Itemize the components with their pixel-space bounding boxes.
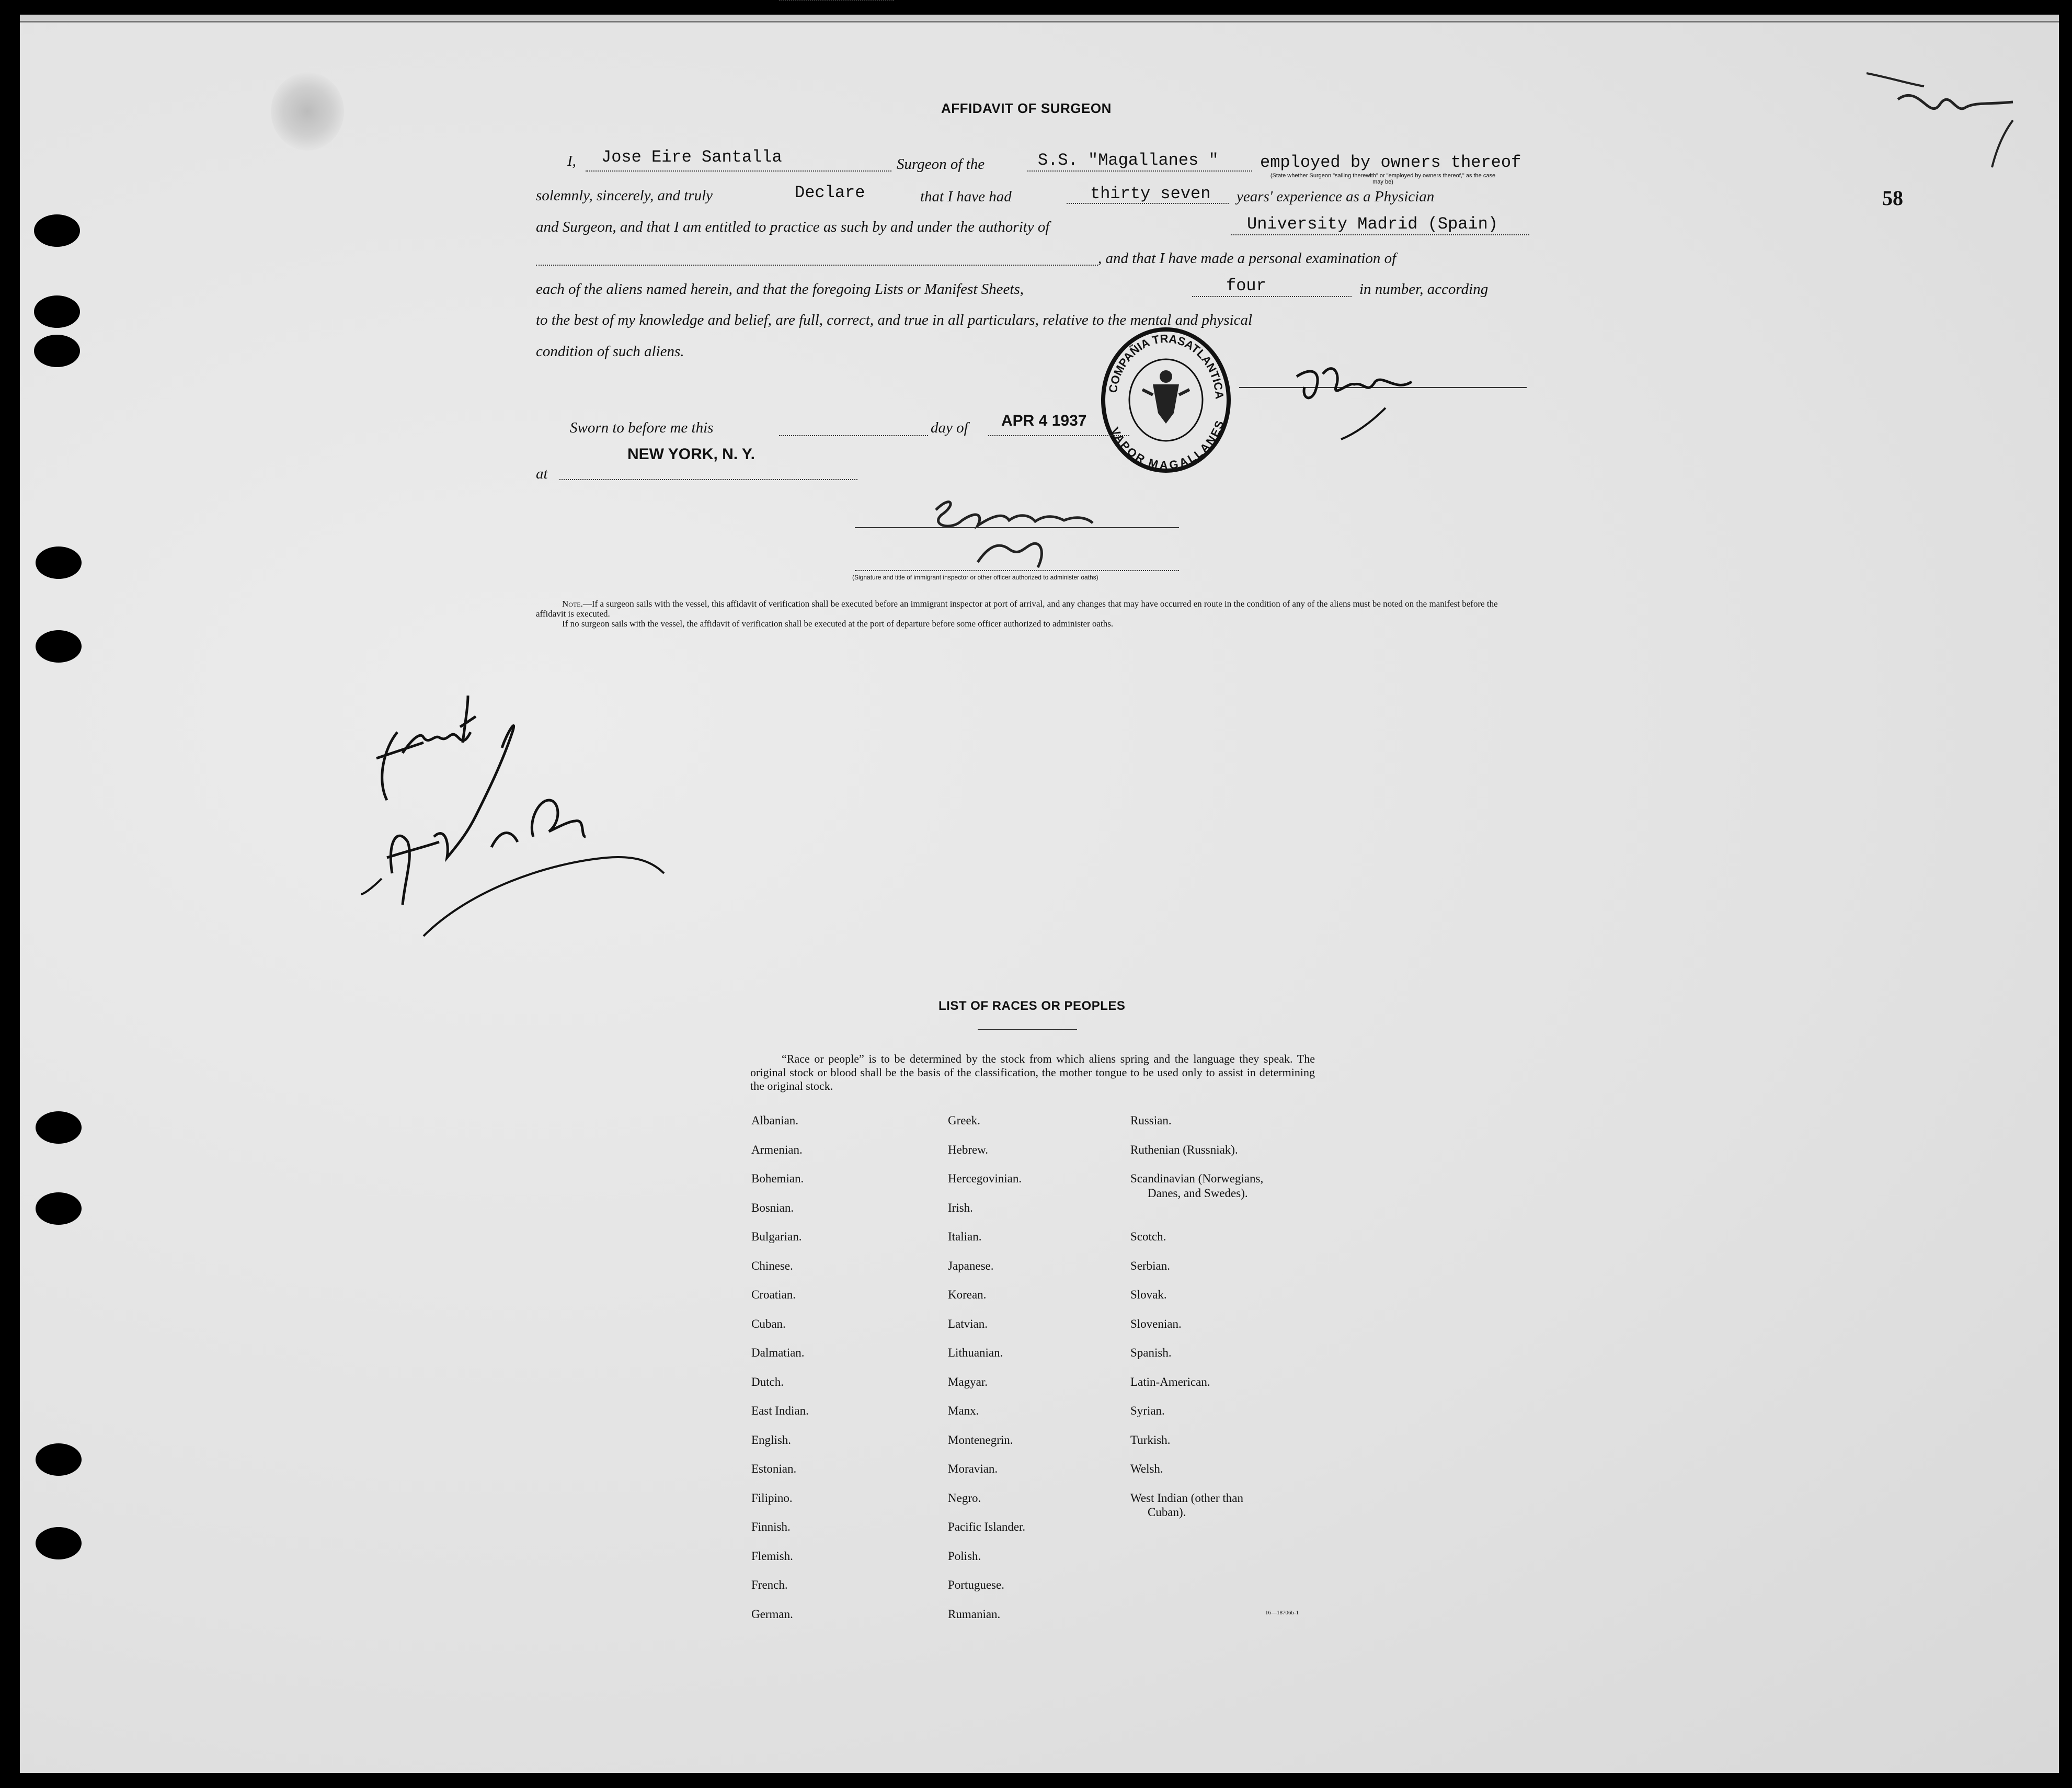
corner-handwriting bbox=[1861, 63, 2029, 199]
sworn-date: APR 4 1937 bbox=[1001, 412, 1087, 429]
races-title: LIST OF RACES OR PEOPLES bbox=[938, 999, 1126, 1013]
race-entry: Dalmatian. bbox=[751, 1346, 805, 1359]
race-entry: Albanian. bbox=[751, 1114, 799, 1127]
race-entry: French. bbox=[751, 1578, 788, 1591]
race-entry: Cuban). bbox=[1148, 1506, 1186, 1519]
race-entry: Latvian. bbox=[948, 1317, 988, 1330]
sheet-count-line bbox=[1192, 296, 1352, 297]
punch-hole bbox=[36, 1527, 82, 1559]
authority-line bbox=[1231, 234, 1529, 235]
race-entry: Croatian. bbox=[751, 1288, 796, 1301]
solemnly-label: solemnly, sincerely, and truly bbox=[536, 187, 713, 204]
race-entry: German. bbox=[751, 1607, 793, 1621]
at-label: at bbox=[536, 465, 548, 482]
race-entry: Manx. bbox=[948, 1404, 979, 1417]
race-entry: Scotch. bbox=[1130, 1230, 1166, 1243]
svg-text:VAPOR MAGALLANES bbox=[1108, 419, 1227, 472]
race-entry: Hebrew. bbox=[948, 1143, 989, 1156]
employment-note: (State whether Surgeon "sailing therewith" or "employed by owners thereof," as the case may be) bbox=[1270, 173, 1496, 185]
stain bbox=[271, 72, 344, 151]
race-entry: Montenegrin. bbox=[948, 1433, 1013, 1447]
race-entry: Welsh. bbox=[1130, 1462, 1163, 1475]
race-entry: Danes, and Swedes). bbox=[1148, 1186, 1248, 1200]
form-code: 16—18706b-1 bbox=[1265, 1610, 1299, 1616]
note-text-1: —If a surgeon sails with the vessel, this affidavit of verification shall be executed before an immigrant inspector at port of arrival, and any changes that may have occurred en route in the condition of any of the aliens must be noted on the manifest before the affidavit is executed. bbox=[536, 599, 1498, 619]
race-entry: Flemish. bbox=[751, 1549, 793, 1563]
inspector-signature-line bbox=[855, 527, 1179, 528]
authority-continued-line bbox=[536, 265, 1098, 266]
affidavit-prefix: I, bbox=[567, 153, 576, 169]
years-value: thirty seven bbox=[1090, 184, 1211, 203]
inspector-title-line bbox=[855, 570, 1179, 571]
sworn-place: NEW YORK, N. Y. bbox=[627, 446, 755, 463]
punch-hole bbox=[36, 630, 82, 663]
sheet-count: four bbox=[1226, 276, 1266, 295]
race-entry: Syrian. bbox=[1130, 1404, 1165, 1417]
signature-caption: (Signature and title of immigrant inspector or other officer authorized to administer oaths) bbox=[852, 574, 1098, 581]
note-text-2: If no surgeon sails with the vessel, the affidavit of verification shall be executed at the port of departure before some officer authorized to administer oaths. bbox=[562, 619, 1114, 629]
years-line bbox=[1067, 203, 1229, 204]
race-entry: Russian. bbox=[1130, 1114, 1172, 1127]
sworn-place-line bbox=[559, 479, 857, 480]
race-entry: Ruthenian (Russniak). bbox=[1130, 1143, 1238, 1156]
examination-label: , and that I have made a personal examination of bbox=[1098, 250, 1396, 267]
had-label: that I have had bbox=[920, 188, 1012, 205]
surgeon-of-label: Surgeon of the bbox=[897, 156, 985, 173]
employment-status: employed by owners thereof bbox=[1260, 153, 1521, 172]
race-entry: Slovak. bbox=[1130, 1288, 1167, 1301]
condition-text: condition of such aliens. bbox=[536, 343, 684, 360]
race-entry: Greek. bbox=[948, 1114, 980, 1127]
race-entry: Bosnian. bbox=[751, 1201, 794, 1214]
race-entry: English. bbox=[751, 1433, 792, 1447]
affidavit-note bbox=[536, 599, 1529, 629]
page-number: 58 bbox=[1882, 186, 1903, 210]
belief-text: to the best of my knowledge and belief, are full, correct, and true in all particulars, relative to the mental and physical bbox=[536, 312, 1253, 328]
handwritten-annotation bbox=[356, 685, 753, 978]
race-entry: Filipino. bbox=[751, 1491, 793, 1505]
race-entry: Finnish. bbox=[751, 1520, 791, 1533]
punch-hole bbox=[36, 1192, 82, 1225]
race-entry: Lithuanian. bbox=[948, 1346, 1003, 1359]
race-entry: Japanese. bbox=[948, 1259, 994, 1272]
race-entry: Scandinavian (Norwegians, bbox=[1130, 1172, 1264, 1185]
race-entry: Polish. bbox=[948, 1549, 981, 1563]
number-label: in number, according bbox=[1359, 281, 1489, 298]
race-entry: Pacific Islander. bbox=[948, 1520, 1026, 1533]
race-entry: Latin-American. bbox=[1130, 1375, 1210, 1388]
sworn-day-line bbox=[779, 435, 928, 436]
sworn-date-line bbox=[988, 435, 1129, 436]
race-entry: Turkish. bbox=[1130, 1433, 1171, 1447]
document-sheet bbox=[20, 15, 2059, 1773]
punch-hole bbox=[34, 295, 80, 328]
races-title-rule bbox=[978, 1029, 1077, 1030]
race-entry: Rumanian. bbox=[948, 1607, 1001, 1621]
race-entry: Armenian. bbox=[751, 1143, 803, 1156]
race-entry: Italian. bbox=[948, 1230, 982, 1243]
race-entry: Magyar. bbox=[948, 1375, 988, 1388]
surgeon-name: Jose Eire Santalla bbox=[601, 147, 782, 167]
race-entry: Korean. bbox=[948, 1288, 987, 1301]
inspector-signature bbox=[920, 484, 1140, 578]
stamp-bottom-text: VAPOR MAGALLANES bbox=[1108, 418, 1227, 472]
race-entry: Spanish. bbox=[1130, 1346, 1172, 1359]
races-intro: “Race or people” is to be determined by the stock from which aliens spring and the language they speak. The original stock or blood shall be the basis of the classification, the mother tongue to be used only to assist in determining the original stock. bbox=[750, 1052, 1315, 1092]
company-stamp bbox=[1095, 322, 1237, 479]
race-entry: Moravian. bbox=[948, 1462, 998, 1475]
declare-value: Declare bbox=[795, 183, 865, 202]
experience-label: years' experience as a Physician bbox=[1237, 188, 1435, 205]
race-entry: Chinese. bbox=[751, 1259, 793, 1272]
authority-label: and Surgeon, and that I am entitled to practice as such by and under the authority of bbox=[536, 219, 1050, 235]
surgeon-name-line bbox=[586, 170, 891, 172]
race-entry: Dutch. bbox=[751, 1375, 784, 1388]
surgeon-signature bbox=[1291, 345, 1427, 450]
vessel-line bbox=[1027, 170, 1252, 172]
punch-hole bbox=[36, 546, 82, 579]
race-entry: Bohemian. bbox=[751, 1172, 804, 1185]
race-entry: Bulgarian. bbox=[751, 1230, 802, 1243]
note-label: Note. bbox=[562, 599, 583, 609]
top-rule bbox=[20, 21, 2059, 22]
punch-hole bbox=[34, 335, 80, 367]
authority-value: University Madrid (Spain) bbox=[1247, 214, 1498, 234]
race-entry: Hercegovinian. bbox=[948, 1172, 1022, 1185]
race-entry: Serbian. bbox=[1130, 1259, 1171, 1272]
sworn-label: Sworn to before me this bbox=[570, 419, 714, 436]
race-entry: Slovenian. bbox=[1130, 1317, 1182, 1330]
vessel-name: S.S. "Magallanes " bbox=[1038, 151, 1219, 170]
sheets-label: each of the aliens named herein, and that the foregoing Lists or Manifest Sheets, bbox=[536, 281, 1024, 298]
race-entry: Irish. bbox=[948, 1201, 973, 1214]
race-entry: East Indian. bbox=[751, 1404, 809, 1417]
race-entry: Estonian. bbox=[751, 1462, 797, 1475]
punch-hole bbox=[36, 1111, 82, 1144]
race-entry: Portuguese. bbox=[948, 1578, 1004, 1591]
race-entry: West Indian (other than bbox=[1130, 1491, 1243, 1505]
punch-hole bbox=[34, 214, 80, 247]
declare-line bbox=[779, 0, 894, 1]
affidavit-title: AFFIDAVIT OF SURGEON bbox=[941, 100, 1112, 116]
race-entry: Cuban. bbox=[751, 1317, 786, 1330]
stamp-top-text: COMPAÑIA TRASATLANTICA bbox=[1106, 332, 1227, 400]
punch-hole bbox=[36, 1443, 82, 1476]
day-of-label: day of bbox=[931, 419, 968, 436]
race-entry: Negro. bbox=[948, 1491, 981, 1505]
